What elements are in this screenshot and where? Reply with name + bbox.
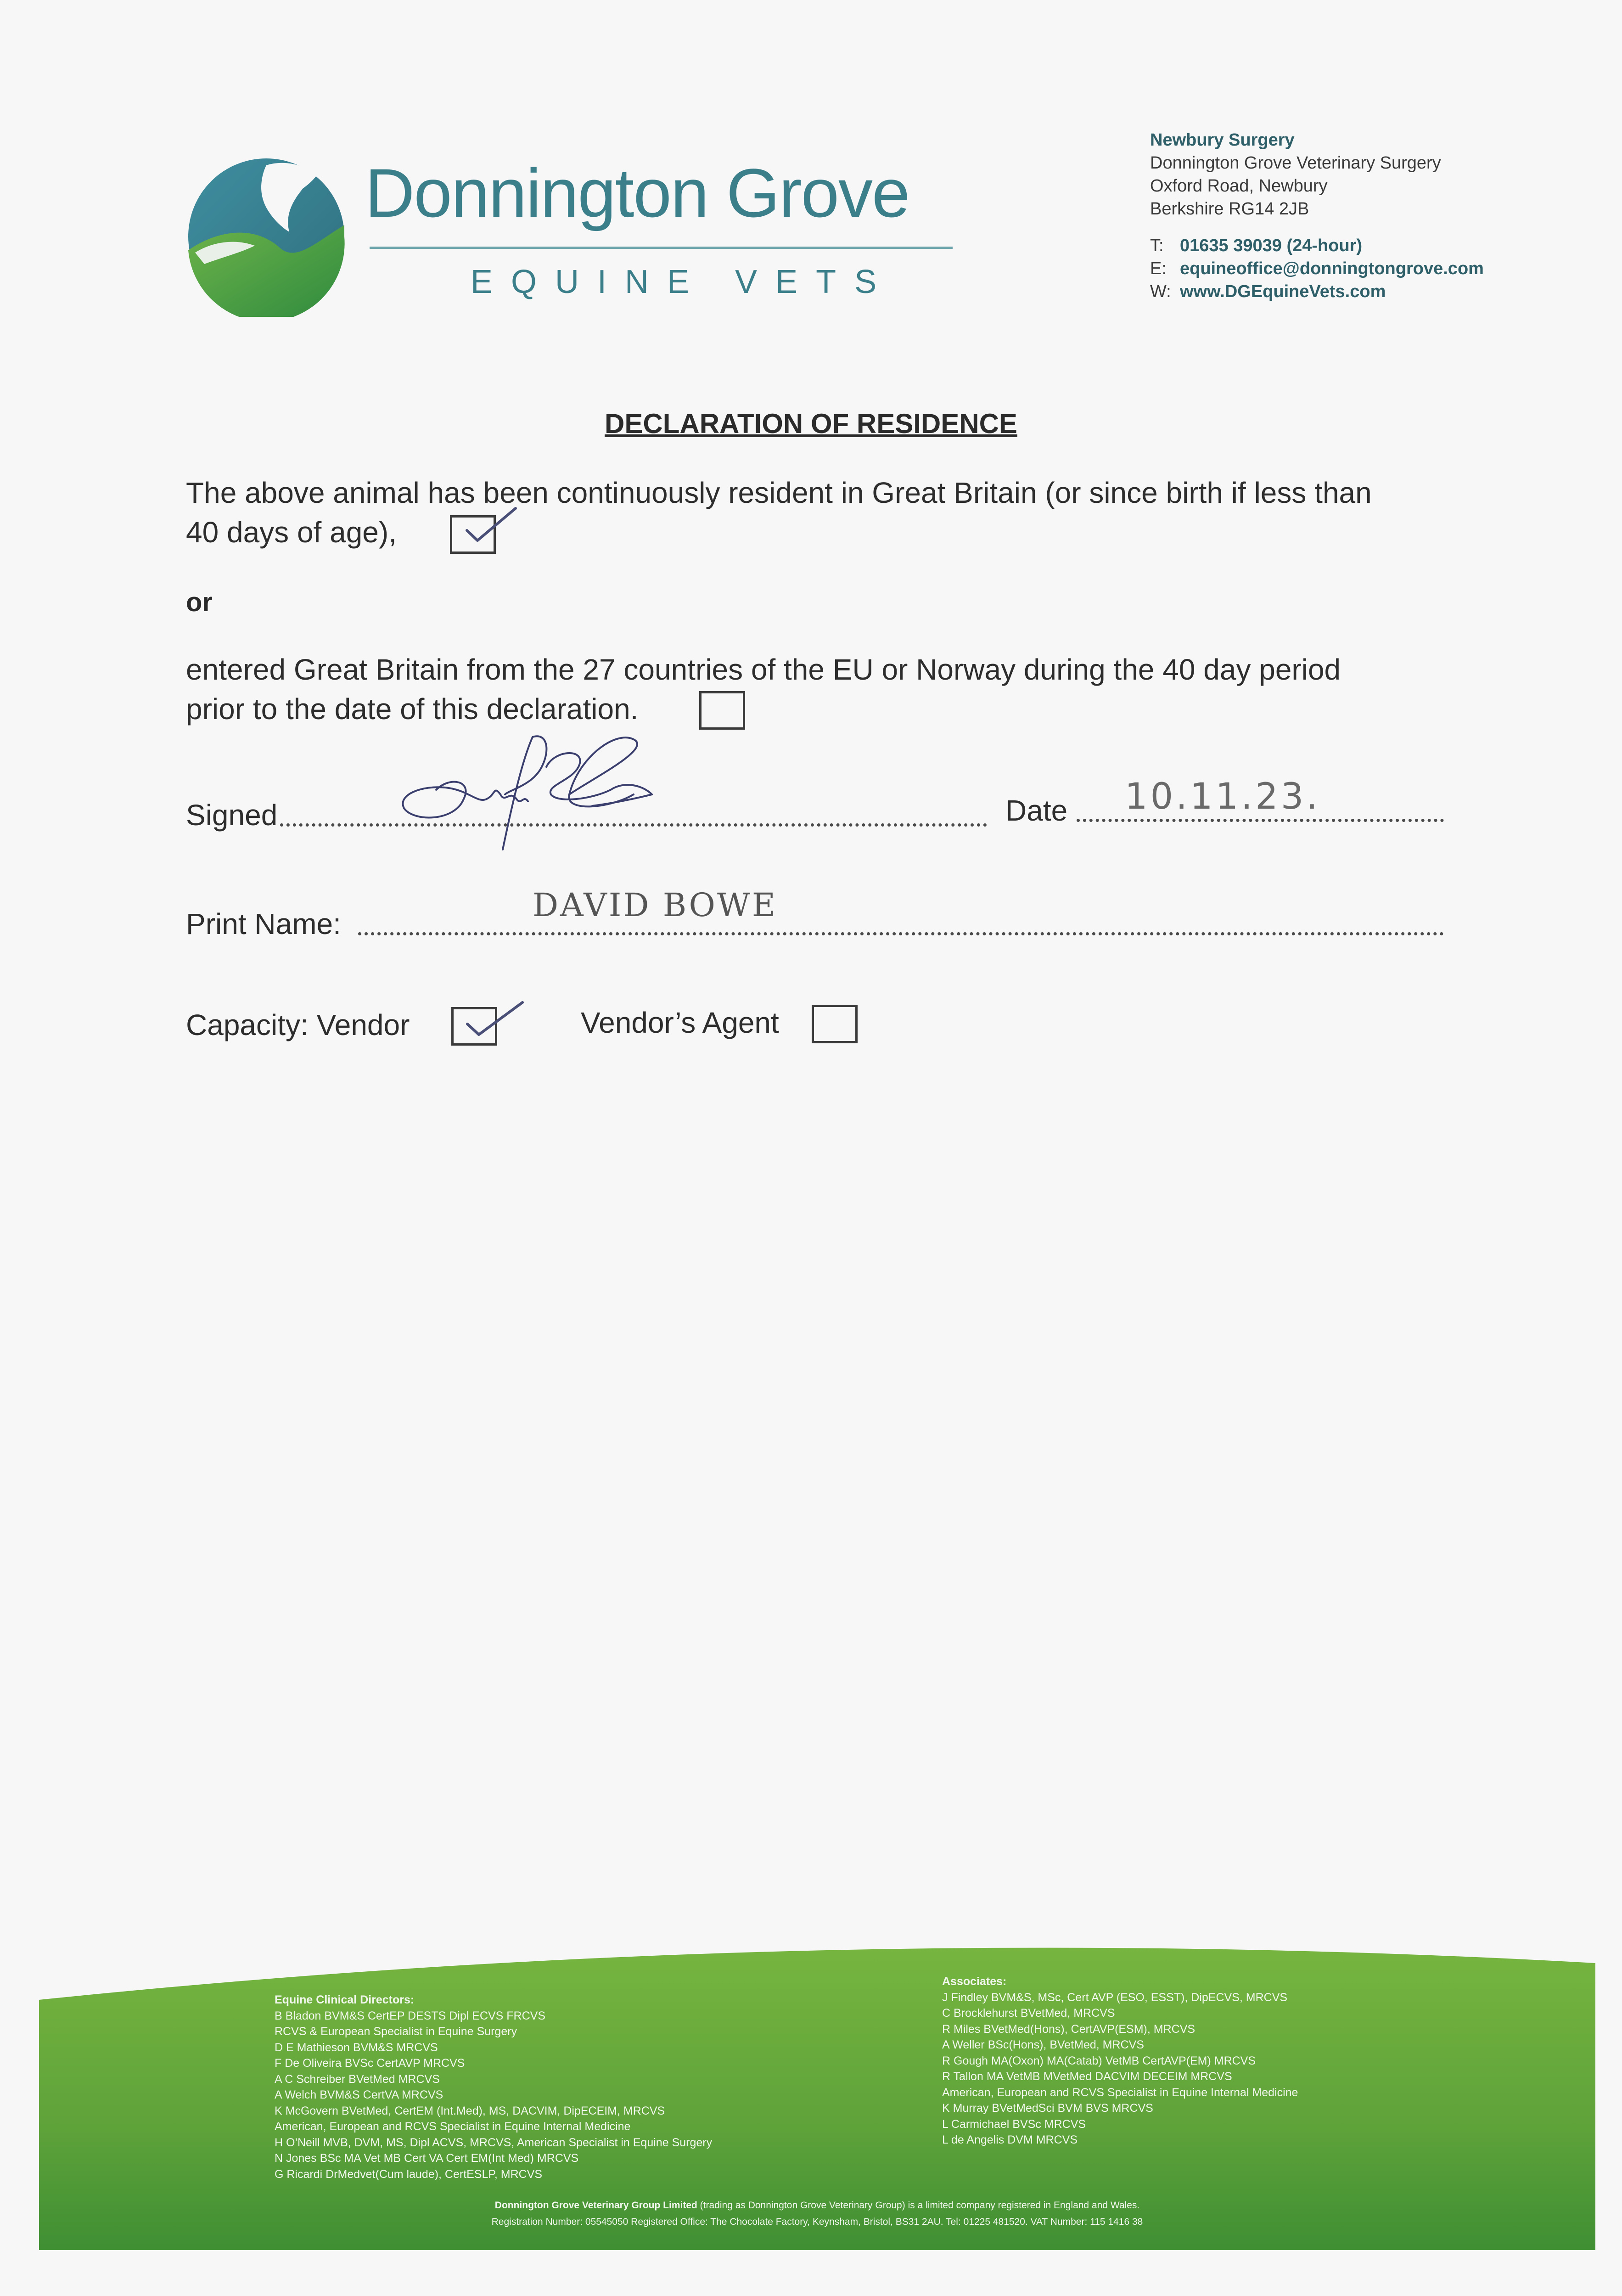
logo-icon	[186, 156, 347, 317]
phone-label: T:	[1150, 236, 1164, 255]
vendors-agent-checkbox[interactable]	[812, 1005, 858, 1043]
associate-entry: A Weller BSc(Hons), BVetMed, MRCVS	[942, 2038, 1144, 2051]
resident-checkbox[interactable]	[450, 515, 496, 554]
document-title: DECLARATION OF RESIDENCE	[605, 408, 1017, 439]
address-line: Donnington Grove Veterinary Surgery	[1150, 153, 1441, 173]
company-description: (trading as Donnington Grove Veterinary Group) is a limited company registered in England and Wales.	[697, 2200, 1140, 2211]
brand-divider	[370, 247, 953, 249]
print-name-label: Print Name:	[186, 907, 341, 940]
vendors-agent-label: Vendor’s Agent	[581, 1006, 779, 1039]
date-value: 10.11.23.	[1125, 776, 1321, 817]
email-link[interactable]: equineoffice@donningtongrove.com	[1180, 259, 1484, 278]
print-name-line[interactable]	[358, 932, 1444, 935]
option-resident-line2: 40 days of age),	[186, 516, 397, 549]
directors-heading: Equine Clinical Directors:	[275, 1993, 415, 2006]
associate-entry: L de Angelis DVM MRCVS	[942, 2133, 1078, 2146]
print-name-value: DAVID BOWE	[533, 886, 777, 924]
vendor-checkbox[interactable]	[451, 1007, 497, 1046]
director-entry: H O’Neill MVB, DVM, MS, Dipl ACVS, MRCVS, American Specialist in Equine Surgery	[275, 2136, 713, 2149]
handwritten-signature	[395, 730, 725, 868]
director-entry: F De Oliveira BVSc CertAVP MRCVS	[275, 2057, 465, 2070]
option-entered-line2: prior to the date of this declaration.	[186, 692, 639, 726]
registration-line: Registration Number: 05545050 Registered Office: The Chocolate Factory, Keynsham, Bristol, BS31 2AU. Tel: 01225 481520. VAT Number: 115 1416 38	[491, 2217, 1143, 2227]
director-entry: RCVS & European Specialist in Equine Surgery	[275, 2025, 517, 2038]
web-row	[1150, 280, 1484, 303]
date-line[interactable]	[1077, 819, 1444, 822]
associates-list	[942, 1974, 1298, 2148]
associate-entry: R Gough MA(Oxon) MA(Catab) VetMB CertAVP(EM) MRCVS	[942, 2054, 1256, 2067]
associate-entry: R Miles BVetMed(Hons), CertAVP(ESM), MRCVS	[942, 2022, 1195, 2036]
phone-value: 01635 39039 (24-hour)	[1180, 236, 1363, 255]
brand-subtitle: EQUINE VETS	[471, 264, 895, 300]
associate-entry: R Tallon MA VetMB MVetMed DACVIM DECEIM MRCVS	[942, 2070, 1232, 2083]
director-entry: N Jones BSc MA Vet MB Cert VA Cert EM(Int Med) MRCVS	[275, 2152, 579, 2165]
director-entry: D E Mathieson BVM&S MRCVS	[275, 2041, 438, 2054]
option-entered-line1: entered Great Britain from the 27 countries of the EU or Norway during the 40 day period	[186, 653, 1341, 686]
director-entry: American, European and RCVS Specialist in Equine Internal Medicine	[275, 2120, 631, 2133]
associate-entry: L Carmichael BVSc MRCVS	[942, 2117, 1086, 2131]
phone-row	[1150, 234, 1484, 257]
legal-footer	[39, 2197, 1595, 2230]
company-line	[39, 2197, 1595, 2214]
checkmark-icon	[458, 996, 522, 1046]
surgery-name: Newbury Surgery	[1150, 130, 1295, 150]
email-row	[1150, 257, 1484, 280]
associate-entry: J Findley BVM&S, MSc, Cert AVP (ESO, ESST), DipECVS, MRCVS	[942, 1991, 1288, 2004]
entered-checkbox[interactable]	[699, 691, 745, 730]
directors-list	[275, 1992, 712, 2182]
email-label: E:	[1150, 259, 1167, 278]
director-entry: A C Schreiber BVetMed MRCVS	[275, 2072, 440, 2086]
capacity-vendor-label: Capacity: Vendor	[186, 1008, 410, 1041]
associate-entry: C Brocklehurst BVetMed, MRCVS	[942, 2007, 1115, 2020]
director-entry: B Bladon BVM&S CertEP DESTS Dipl ECVS FRCVS	[275, 2009, 546, 2022]
option-entered-text	[186, 650, 1341, 729]
director-entry: K McGovern BVetMed, CertEM (Int.Med), MS, DACVIM, DipECEIM, MRCVS	[275, 2104, 665, 2117]
checkmark-icon	[457, 504, 521, 554]
signed-label: Signed	[186, 799, 278, 832]
or-separator: or	[186, 587, 213, 617]
associate-entry: American, European and RCVS Specialist in Equine Internal Medicine	[942, 2086, 1298, 2099]
address-line: Berkshire RG14 2JB	[1150, 199, 1309, 219]
brand-name: Donnington Grove	[365, 154, 909, 231]
web-label: W:	[1150, 282, 1171, 301]
company-name: Donnington Grove Veterinary Group Limited	[494, 2200, 697, 2211]
associates-heading: Associates:	[942, 1975, 1007, 1988]
date-label: Date	[1005, 794, 1068, 827]
address-line: Oxford Road, Newbury	[1150, 176, 1328, 196]
director-entry: A Welch BVM&S CertVA MRCVS	[275, 2088, 443, 2101]
contact-block	[1150, 129, 1484, 303]
option-resident-line1: The above animal has been continuously resident in Great Britain (or since birth if less than	[186, 476, 1372, 509]
director-entry: G Ricardi DrMedvet(Cum laude), CertESLP, MRCVS	[275, 2167, 543, 2181]
option-resident-text	[186, 473, 1372, 552]
website-link[interactable]: www.DGEquineVets.com	[1180, 282, 1386, 301]
associate-entry: K Murray BVetMedSci BVM BVS MRCVS	[942, 2102, 1153, 2115]
